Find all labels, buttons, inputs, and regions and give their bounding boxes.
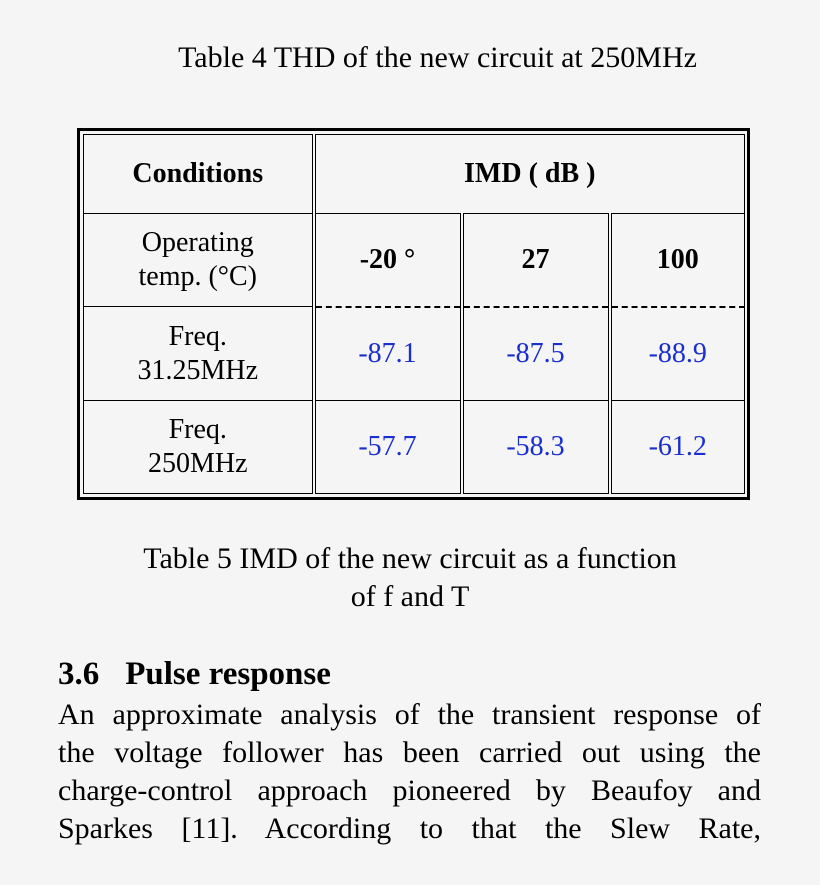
table-cell: -88.9: [610, 307, 745, 400]
section-number: 3.6: [58, 656, 100, 692]
body-paragraph: [58, 696, 761, 848]
section-title: Pulse response: [125, 656, 331, 692]
table-cell: -57.7: [314, 400, 462, 493]
temp-col-1: -20 °: [314, 214, 462, 307]
row-label-freq-2: [84, 400, 314, 493]
header-imd: IMD ( dB ): [314, 135, 745, 214]
row-label-freq-2-line2: 250MHz: [147, 447, 248, 479]
table5-caption-line2: of f and T: [350, 580, 470, 613]
table-cell: -61.2: [610, 400, 745, 493]
table5-caption-line1: Table 5 IMD of the new circuit as a function: [143, 542, 677, 575]
temp-col-2: 27: [462, 214, 610, 307]
section-heading: [58, 652, 331, 696]
paragraph-line: the voltage follower has been carried out using the: [58, 736, 761, 769]
row-label-freq-1-line2: 31.25MHz: [137, 354, 259, 386]
table5-caption: [0, 540, 820, 616]
header-conditions: Conditions: [84, 135, 314, 214]
table-cell: -87.5: [462, 307, 610, 400]
paragraph-line: Sparkes [11]. According to that the Slew Rate,: [58, 812, 761, 845]
row-label-temp-line2: temp. (°C): [138, 261, 257, 293]
paragraph-line: An approximate analysis of the transient response of: [58, 698, 761, 731]
table4-caption: Table 4 THD of the new circuit at 250MHz: [178, 41, 697, 74]
row-label-temp: [84, 214, 314, 307]
temp-col-3: 100: [610, 214, 745, 307]
imd-table: [77, 128, 750, 500]
row-label-freq-2-line1: Freq.: [168, 413, 227, 445]
row-label-temp-line1: Operating: [141, 227, 254, 259]
paragraph-line: charge-control approach pioneered by Beaufoy and: [58, 774, 761, 807]
table-cell: -87.1: [314, 307, 462, 400]
imd-table-grid: [83, 134, 745, 494]
row-label-freq-1: [84, 307, 314, 400]
table-cell: -58.3: [462, 400, 610, 493]
row-label-freq-1-line1: Freq.: [168, 320, 227, 352]
